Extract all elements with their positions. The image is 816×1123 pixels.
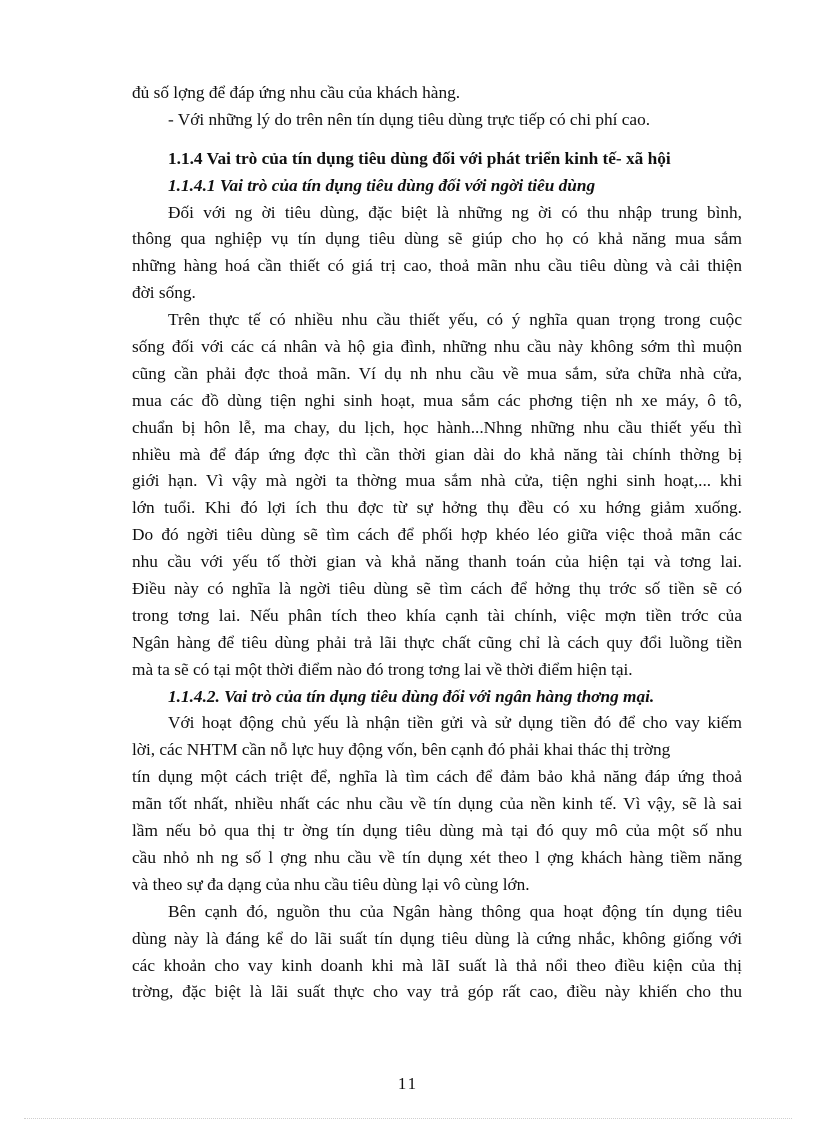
text-line: Ngân hàng để tiêu dùng phải trả lãi thực chất cũng chỉ là cách quy đổi luồng tiền <box>132 632 742 652</box>
text-line: dùng này là đáng kể do lãi suất tín dụng tiêu dùng là cứng nhắc, không giống với <box>132 928 742 948</box>
text-line: Điều này có nghĩa là ngời tiêu dùng sẽ tìm cách để hởng thụ trớc số tiền sẽ có <box>132 579 742 599</box>
text-line: và theo sự đa dạng của nhu cầu tiêu dùng lại vô cùng lớn. <box>132 874 530 894</box>
text-line: chuẩn bị hôn lễ, ma chay, du lịch, học hành...Nhng những nhu cầu thiết yếu thì <box>132 417 742 437</box>
text-line: cũng cần phải đợc thoả mãn. Ví dụ nh nhu cầu về mua sắm, sửa chữa nhà cửa, <box>132 363 742 383</box>
text-line: mãn tốt nhất, nhiều nhất các nhu cầu về tín dụng của nền kinh tế. Vì vậy, sẽ là sai <box>132 794 742 814</box>
text-line: trờng, đặc biệt là lãi suất thực cho vay trả góp rất cao, điều này khiến cho thu <box>132 982 742 1002</box>
text-line: lớn tuổi. Khi đó lợi ích thu đợc từ sự hởng thụ đều có xu hớng giảm xuống. <box>132 498 742 518</box>
text-line: trong tơng lai. Nếu phân tích theo khía cạnh tài chính, việc mợn tiền trớc của <box>132 605 742 625</box>
text-line: đời sống. <box>132 283 196 303</box>
text-line: tín dụng một cách triệt để, nghĩa là tìm cách để đảm bảo khả năng đáp ứng thoả <box>132 767 742 787</box>
text-line: mua các đồ dùng tiện nghi sinh hoạt, mua sắm các phơng tiện nh xe máy, ô tô, <box>132 390 742 410</box>
section-heading: 1.1.4 Vai trò của tín dụng tiêu dùng đối với phát triển kinh tế- xã hội <box>168 148 671 168</box>
text-line: Do đó ngời tiêu dùng sẽ tìm cách để phối hợp khéo léo giữa việc thoả mãn các <box>132 525 742 545</box>
text-line: nhiều mà để đáp ứng đợc thì cần thời gian dài do khả năng tài chính thờng bị <box>132 444 742 464</box>
subsection-heading: 1.1.4.2. Vai trò của tín dụng tiêu dùng đối với ngân hàng thơng mại. <box>168 686 655 706</box>
text-line: đủ số lợng để đáp ứng nhu cầu của khách hàng. <box>132 83 461 102</box>
document-page <box>132 80 742 1006</box>
subsection-heading: 1.1.4.1 Vai trò của tín dụng tiêu dùng đối với ngời tiêu dùng <box>168 175 596 195</box>
text-line: những hàng hoá cần thiết có giá trị cao, thoả mãn nhu cầu tiêu dùng và cải thiện <box>132 256 742 276</box>
text-line: các khoản cho vay kinh doanh khi mà lãI suất là thả nổi theo điều kiện của thị <box>132 955 742 975</box>
text-line: mà ta sẽ có tại một thời điểm nào đó trong tơng lai về thời điểm hiện tại. <box>132 659 633 679</box>
text-line: thông qua nghiệp vụ tín dụng tiêu dùng sẽ giúp cho họ có khả năng mua sắm <box>132 229 742 249</box>
text-line: sống đối với các cá nhân và hộ gia đình, những nhu cầu này không sớm thì muộn <box>132 337 742 357</box>
text-line: giới hạn. Vì vậy mà ngời ta thờng mua sắm nhà cửa, tiện nghi sinh hoạt,... khi <box>132 471 742 491</box>
text-line: Trên thực tế có nhiều nhu cầu thiết yếu, có ý nghĩa quan trọng trong cuộc <box>168 310 742 330</box>
text-line: lầm nếu bỏ qua thị tr ờng tín dụng tiêu dùng mà tại đó quy mô của một số nhu <box>132 821 742 841</box>
text-line: nhu cầu với yếu tố thời gian và khả năng thanh toán của hiện tại và tơng lai. <box>132 552 742 572</box>
text-line: cầu nhỏ nh ng số l ợng nhu cầu về tín dụng xét theo l ợng khách hàng tiềm năng <box>132 847 742 867</box>
text-line: - Với những lý do trên nên tín dụng tiêu dùng trực tiếp có chi phí cao. <box>168 109 651 129</box>
page-bottom-divider <box>24 1118 792 1119</box>
page-number: 11 <box>397 1074 419 1093</box>
text-line: Với hoạt động chủ yếu là nhận tiền gửi và sử dụng tiền đó để cho vay kiếm <box>168 713 742 733</box>
text-line: lời, các NHTM cần nỗ lực huy động vốn, bên cạnh đó phải khai thác thị trờng <box>132 740 671 760</box>
text-line: Đối với ng ời tiêu dùng, đặc biệt là những ng ời có thu nhập trung bình, <box>168 202 742 222</box>
text-line: Bên cạnh đó, nguồn thu của Ngân hàng thông qua hoạt động tín dụng tiêu <box>168 901 742 921</box>
